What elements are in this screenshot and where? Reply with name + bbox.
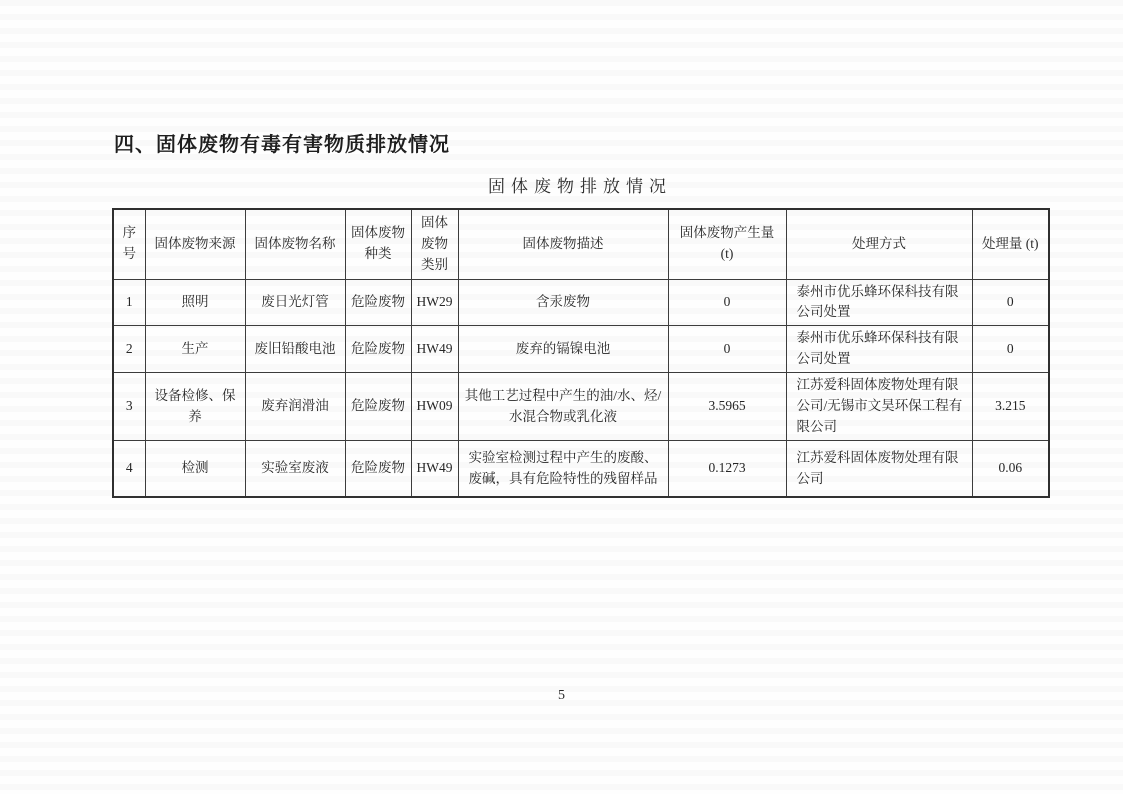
cell-generated-amount: 0 <box>668 279 786 326</box>
cell-waste-description: 含汞废物 <box>458 279 668 326</box>
cell-waste-category: HW49 <box>411 326 458 373</box>
col-header-waste-description: 固体废物描述 <box>458 209 668 279</box>
cell-disposal-method: 江苏爱科固体废物处理有限公司 <box>786 440 972 497</box>
cell-waste-kind: 危险废物 <box>345 279 411 326</box>
cell-disposal-method: 泰州市优乐蜂环保科技有限公司处置 <box>786 279 972 326</box>
col-header-waste-kind: 固体废物种类 <box>345 209 411 279</box>
solid-waste-emission-table <box>112 208 1050 498</box>
table-title: 固体废物排放情况 <box>488 177 672 196</box>
col-header-disposed-amount: 处理量 (t) <box>972 209 1049 279</box>
cell-disposal-method: 江苏爱科固体废物处理有限公司/无锡市文昊环保工程有限公司 <box>786 373 972 441</box>
col-header-index: 序号 <box>113 209 145 279</box>
cell-disposed-amount: 3.215 <box>972 373 1049 441</box>
cell-waste-kind: 危险废物 <box>345 326 411 373</box>
cell-waste-kind: 危险废物 <box>345 440 411 497</box>
cell-index: 1 <box>113 279 145 326</box>
cell-index: 3 <box>113 373 145 441</box>
col-header-waste-source: 固体废物来源 <box>145 209 245 279</box>
cell-waste-category: HW09 <box>411 373 458 441</box>
cell-waste-source: 照明 <box>145 279 245 326</box>
cell-waste-name: 废弃润滑油 <box>245 373 345 441</box>
table-row <box>113 440 1049 497</box>
cell-index: 4 <box>113 440 145 497</box>
section-heading: 四、固体废物有毒有害物质排放情况 <box>114 134 450 156</box>
cell-waste-source: 生产 <box>145 326 245 373</box>
cell-disposal-method: 泰州市优乐蜂环保科技有限公司处置 <box>786 326 972 373</box>
cell-generated-amount: 0.1273 <box>668 440 786 497</box>
cell-waste-source: 检测 <box>145 440 245 497</box>
col-header-disposal-method: 处理方式 <box>786 209 972 279</box>
table-row <box>113 279 1049 326</box>
cell-generated-amount: 3.5965 <box>668 373 786 441</box>
table-row <box>113 373 1049 441</box>
cell-waste-name: 废日光灯管 <box>245 279 345 326</box>
cell-disposed-amount: 0.06 <box>972 440 1049 497</box>
cell-waste-name: 废旧铅酸电池 <box>245 326 345 373</box>
table-header-row <box>113 209 1049 279</box>
col-header-generated-amount: 固体废物产生量 (t) <box>668 209 786 279</box>
cell-waste-name: 实验室废液 <box>245 440 345 497</box>
cell-waste-kind: 危险废物 <box>345 373 411 441</box>
cell-index: 2 <box>113 326 145 373</box>
cell-waste-category: HW49 <box>411 440 458 497</box>
cell-disposed-amount: 0 <box>972 326 1049 373</box>
cell-waste-description: 其他工艺过程中产生的油/水、烃/水混合物或乳化液 <box>458 373 668 441</box>
cell-waste-description: 废弃的镉镍电池 <box>458 326 668 373</box>
col-header-waste-name: 固体废物名称 <box>245 209 345 279</box>
cell-generated-amount: 0 <box>668 326 786 373</box>
col-header-waste-category: 固体废物类别 <box>411 209 458 279</box>
table-row <box>113 326 1049 373</box>
cell-waste-category: HW29 <box>411 279 458 326</box>
cell-waste-description: 实验室检测过程中产生的废酸、废碱，具有危险特性的残留样品 <box>458 440 668 497</box>
cell-disposed-amount: 0 <box>972 279 1049 326</box>
cell-waste-source: 设备检修、保养 <box>145 373 245 441</box>
page-number: 5 <box>558 688 565 703</box>
